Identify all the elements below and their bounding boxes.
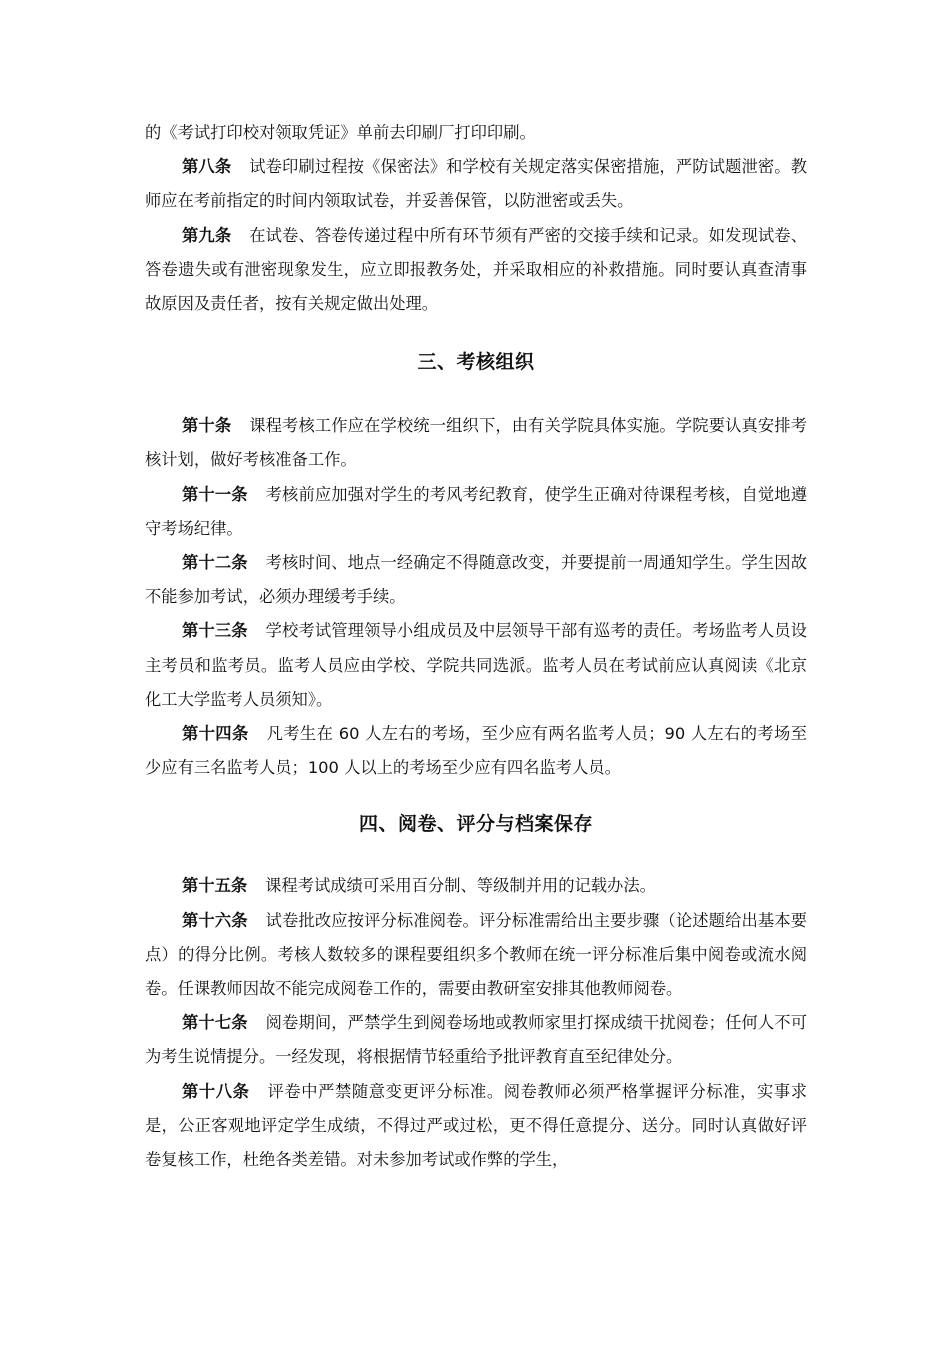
article-text: 考核时间、地点一经确定不得随意改变，并要提前一周通知学生。学生因故不能参加考试，必须办理缓考手续。 — [145, 553, 807, 607]
article-12 — [145, 546, 807, 614]
article-text: 课程考试成绩可采用百分制、等级制并用的记载办法。 — [265, 876, 656, 896]
article-label: 第十六条 — [182, 910, 248, 930]
article-label: 第十条 — [182, 416, 232, 436]
document-page — [145, 116, 807, 1177]
article-13 — [145, 614, 807, 717]
article-text: 试卷批改应按评分标准阅卷。评分标准需给出主要步骤（论述题给出基本要点）的得分比例。考核人数较多的课程要组织多个教师在统一评分标准后集中阅卷或流水阅卷。任课教师因故不能完成阅卷工作的，需要由教研室安排其他教师阅卷。 — [145, 910, 807, 999]
article-9 — [145, 219, 807, 322]
article-8 — [145, 150, 807, 218]
article-label: 第十三条 — [182, 621, 248, 641]
article-text: 课程考核工作应在学校统一组织下，由有关学院具体实施。学院要认真安排考核计划，做好考核准备工作。 — [145, 416, 807, 470]
article-11 — [145, 478, 807, 546]
article-label: 第十七条 — [182, 1013, 248, 1033]
article-18 — [145, 1075, 807, 1178]
article-label: 第九条 — [182, 225, 232, 245]
section-heading-4: 四、阅卷、评分与档案保存 — [358, 813, 593, 836]
section-heading-3: 三、考核组织 — [417, 351, 535, 374]
article-text: 试卷印刷过程按《保密法》和学校有关规定落实保密措施，严防试题泄密。教师应在考前指定的时间内领取试卷，并妥善保管，以防泄密或丢失。 — [145, 157, 807, 211]
article-label: 第十四条 — [182, 724, 249, 744]
article-16 — [145, 904, 807, 1007]
intro-text: 的《考试打印校对领取凭证》单前去印刷厂打印印刷。 — [145, 123, 536, 142]
article-label: 第十五条 — [182, 876, 248, 896]
article-15 — [145, 869, 807, 903]
article-text: 在试卷、答卷传递过程中所有环节须有严密的交接手续和记录。如发现试卷、答卷遗失或有泄密现象发生，应立即报教务处，并采取相应的补救措施。同时要认真查清事故原因及责任者，按有关规定做出处理。 — [145, 225, 807, 314]
article-text: 考核前应加强对学生的考风考纪教育，使学生正确对待课程考核，自觉地遵守考场纪律。 — [145, 484, 807, 538]
article-text: 评卷中严禁随意变更评分标准。阅卷教师必须严格掌握评分标准，实事求是，公正客观地评定学生成绩，不得过严或过松，更不得任意提分、送分。同时认真做好评卷复核工作，杜绝各类差错。对未参加考试或作弊的学生， — [145, 1081, 807, 1170]
article-text: 阅卷期间，严禁学生到阅卷场地或教师家里打探成绩干扰阅卷；任何人不可为考生说情提分。一经发现，将根据情节轻重给予批评教育直至纪律处分。 — [145, 1013, 807, 1067]
article-label: 第十八条 — [182, 1081, 250, 1101]
article-label: 第十二条 — [182, 553, 248, 573]
article-label: 第十一条 — [182, 484, 248, 504]
article-text: 学校考试管理领导小组成员及中层领导干部有巡考的责任。考场监考人员设主考员和监考员。监考人员应由学校、学院共同选派。监考人员在考试前应认真阅读《北京化工大学监考人员须知》。 — [145, 621, 807, 709]
article-17 — [145, 1006, 807, 1074]
article-10 — [145, 409, 807, 477]
article-14 — [145, 717, 807, 785]
intro-paragraph — [145, 116, 807, 150]
article-label: 第八条 — [182, 157, 232, 177]
article-text: 凡考生在 60 人左右的考场，至少应有两名监考人员；90 人左右的考场至少应有三名监考人员；100 人以上的考场至少应有四名监考人员。 — [145, 724, 807, 778]
